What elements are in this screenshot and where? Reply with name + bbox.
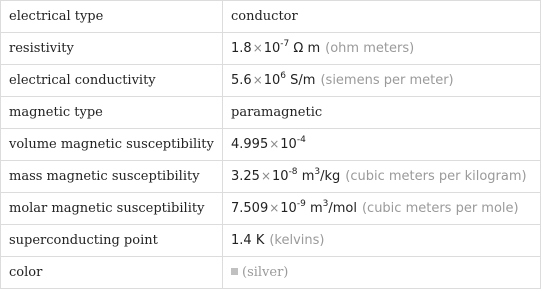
table-row (1, 193, 541, 225)
table-row (1, 1, 541, 33)
unit: K (255, 233, 265, 248)
row-label: volume magnetic susceptibility (1, 129, 223, 161)
exponent-base: 10 (272, 169, 289, 184)
row-value (223, 257, 541, 289)
row-label: mass magnetic susceptibility (1, 161, 223, 193)
exponent-base: 10 (280, 137, 297, 152)
exponent: -9 (296, 198, 306, 209)
table-row (1, 65, 541, 97)
unit-description: (cubic meters per mole) (361, 201, 519, 216)
times-sign: × (252, 41, 263, 55)
exponent: -8 (288, 166, 298, 177)
row-label: electrical type (1, 1, 223, 33)
row-label: superconducting point (1, 225, 223, 257)
table-row (1, 97, 541, 129)
mantissa: 4.995 (231, 137, 269, 152)
unit-base: m (301, 169, 315, 184)
color-swatch (231, 268, 238, 275)
exponent-base: 10 (263, 41, 281, 56)
times-sign: × (252, 73, 263, 87)
unit-base: m (309, 201, 323, 216)
unit: S/m (290, 73, 316, 88)
exponent: -4 (296, 134, 306, 145)
mantissa: 1.8 (231, 41, 252, 56)
unit-description: (kelvins) (269, 233, 325, 248)
row-label: molar magnetic susceptibility (1, 193, 223, 225)
times-sign: × (269, 137, 280, 151)
row-label: magnetic type (1, 97, 223, 129)
exponent-base: 10 (263, 73, 281, 88)
times-sign: × (260, 169, 272, 183)
row-value: conductor (223, 1, 541, 33)
row-label: electrical conductivity (1, 65, 223, 97)
row-label: color (1, 257, 223, 289)
mantissa: 5.6 (231, 73, 252, 88)
row-value (223, 33, 541, 65)
unit-rest: /kg (320, 169, 341, 184)
table-row (1, 161, 541, 193)
row-value (223, 161, 541, 193)
table-row (1, 225, 541, 257)
row-value (223, 129, 541, 161)
unit-rest: /mol (328, 201, 357, 216)
unit-exponent: 3 (314, 166, 321, 177)
value-number: 1.4 (231, 233, 252, 248)
exponent: -7 (280, 38, 290, 49)
mantissa: 7.509 (231, 201, 269, 216)
table-row (1, 129, 541, 161)
exponent-base: 10 (280, 201, 297, 216)
row-value: paramagnetic (223, 97, 541, 129)
row-value (223, 193, 541, 225)
color-name: (silver) (242, 265, 289, 280)
row-value (223, 225, 541, 257)
table-row (1, 257, 541, 289)
table-row (1, 33, 541, 65)
mantissa: 3.25 (231, 169, 260, 184)
times-sign: × (269, 201, 280, 215)
exponent: 6 (280, 70, 287, 81)
unit-exponent: 3 (322, 198, 329, 209)
unit: Ω m (293, 41, 321, 56)
unit-description: (cubic meters per kilogram) (345, 169, 527, 184)
row-value (223, 65, 541, 97)
unit-description: (siemens per meter) (320, 73, 454, 88)
unit-description: (ohm meters) (325, 41, 415, 56)
row-label: resistivity (1, 33, 223, 65)
